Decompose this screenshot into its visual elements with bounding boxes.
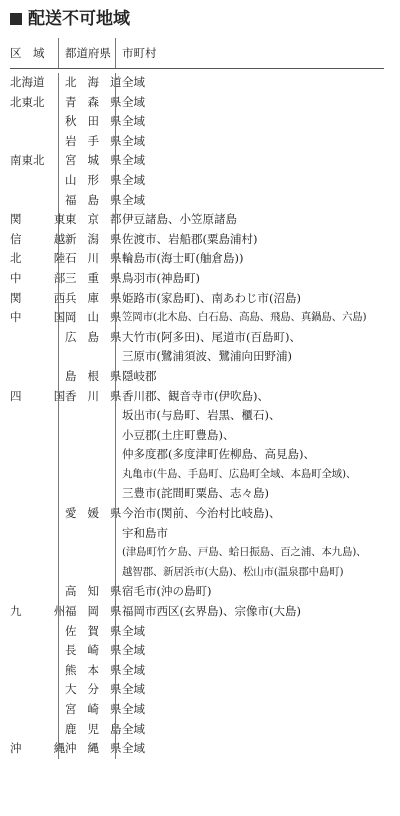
cell-region — [10, 465, 58, 485]
table-row — [10, 602, 384, 622]
cell-city: 姫路市(家島町)、南あわじ市(沼島) — [115, 289, 384, 309]
table-row — [10, 210, 384, 230]
table-row — [10, 504, 384, 524]
table-row — [10, 582, 384, 602]
table-row — [10, 524, 384, 544]
cell-prefecture: 宮 崎 県 — [58, 700, 115, 720]
cell-city: 香川郡、観音寺市(伊吹島)、 — [115, 387, 384, 407]
cell-city: 全域 — [115, 680, 384, 700]
cell-prefecture: 宮 城 県 — [58, 151, 115, 171]
cell-city: 鳥羽市(神島町) — [115, 269, 384, 289]
table-row — [10, 563, 384, 583]
cell-prefecture — [58, 465, 115, 485]
header-city: 市町村 — [115, 38, 384, 68]
cell-region — [10, 347, 58, 367]
cell-region: 南東北 — [10, 153, 45, 168]
cell-region: 北海道 — [10, 75, 45, 89]
cell-city: 全域 — [115, 73, 384, 93]
table-row — [10, 171, 384, 191]
table-row — [10, 445, 384, 465]
cell-region — [10, 426, 58, 446]
cell-prefecture: 長 崎 県 — [58, 641, 115, 661]
header-prefecture: 都道府県 — [58, 38, 115, 68]
cell-region — [10, 720, 58, 740]
cell-city: 全域 — [115, 151, 384, 171]
cell-region: 中 部 — [10, 270, 76, 285]
cell-region: 四 国 — [10, 388, 76, 403]
cell-region: 関 西 — [10, 290, 76, 305]
table-row — [10, 112, 384, 132]
cell-city: 全域 — [115, 661, 384, 681]
cell-prefecture: 北 海 道 — [58, 73, 115, 93]
table-row — [10, 230, 384, 250]
cell-region — [10, 484, 58, 504]
table-row — [10, 426, 384, 446]
table-row — [10, 249, 384, 269]
table-row — [10, 720, 384, 740]
cell-prefecture — [58, 426, 115, 446]
page-title-text: 配送不可地域 — [28, 9, 130, 29]
cell-prefecture — [58, 543, 115, 563]
cell-city: 丸亀市(牛島、手島町、広島町全域、本島町全域)、 — [115, 465, 384, 485]
cell-city: 輪島市(海士町(舳倉島)) — [115, 249, 384, 269]
cell-region — [10, 504, 58, 524]
cell-prefecture — [58, 563, 115, 583]
cell-region — [10, 328, 58, 348]
cell-prefecture: 兵 庫 県 — [58, 289, 115, 309]
cell-region — [10, 680, 58, 700]
cell-city: 全域 — [115, 622, 384, 642]
table-row — [10, 191, 384, 211]
cell-prefecture: 愛 媛 県 — [58, 504, 115, 524]
cell-region: 沖 縄 — [10, 741, 76, 756]
cell-prefecture: 香 川 県 — [58, 387, 115, 407]
table-row — [10, 151, 384, 171]
cell-prefecture — [58, 524, 115, 544]
cell-city: 仲多度郡(多度津町佐柳島、高見島)、 — [115, 445, 384, 465]
header-region: 区 域 — [10, 46, 45, 60]
cell-city: 全域 — [115, 93, 384, 113]
cell-prefecture: 広 島 県 — [58, 328, 115, 348]
cell-city: 隠岐郡 — [115, 367, 384, 387]
table-row — [10, 387, 384, 407]
table-row — [10, 308, 384, 328]
table-row — [10, 484, 384, 504]
cell-prefecture: 島 根 県 — [58, 367, 115, 387]
cell-city: 全域 — [115, 112, 384, 132]
table-row — [10, 406, 384, 426]
table-row — [10, 622, 384, 642]
square-bullet-icon — [10, 13, 22, 25]
cell-region: 九 州 — [10, 604, 76, 619]
cell-region — [10, 367, 58, 387]
cell-region: 中 国 — [10, 310, 76, 325]
cell-prefecture: 高 知 県 — [58, 582, 115, 602]
cell-region — [10, 406, 58, 426]
cell-city: 全域 — [115, 191, 384, 211]
cell-prefecture — [58, 445, 115, 465]
cell-region: 信 越 — [10, 231, 76, 246]
cell-region — [10, 132, 58, 152]
cell-city: 今治市(関前、今治村比岐島)、 — [115, 504, 384, 524]
cell-city: 福岡市西区(玄界島)、宗像市(大島) — [115, 602, 384, 622]
cell-city: 三原市(鷺浦須波、鷺浦向田野浦) — [115, 347, 384, 367]
cell-region — [10, 661, 58, 681]
cell-prefecture: 山 形 県 — [58, 171, 115, 191]
cell-prefecture: 佐 賀 県 — [58, 622, 115, 642]
cell-city: (津島町竹ケ島、戸島、蛤日振島、百之浦、本九島)、 — [115, 543, 384, 563]
cell-city: 小豆郡(土庄町豊島)、 — [115, 426, 384, 446]
cell-city: 全域 — [115, 720, 384, 740]
cell-prefecture: 秋 田 県 — [58, 112, 115, 132]
cell-city: 坂出市(与島町、岩黒、櫃石)、 — [115, 406, 384, 426]
cell-prefecture — [58, 347, 115, 367]
cell-city: 全域 — [115, 171, 384, 191]
cell-city: 大竹市(阿多田)、尾道市(百島町)、 — [115, 328, 384, 348]
table-row — [10, 661, 384, 681]
cell-prefecture: 岡 山 県 — [58, 308, 115, 328]
cell-region — [10, 563, 58, 583]
table-row — [10, 367, 384, 387]
table-row — [10, 328, 384, 348]
cell-prefecture: 大 分 県 — [58, 680, 115, 700]
cell-region: 関 東 — [10, 212, 76, 227]
cell-prefecture: 鹿 児 島 — [58, 720, 115, 740]
cell-region — [10, 641, 58, 661]
table-row — [10, 73, 384, 93]
cell-region — [10, 700, 58, 720]
cell-prefecture: 石 川 県 — [58, 249, 115, 269]
table-row — [10, 465, 384, 485]
cell-prefecture: 岩 手 県 — [58, 132, 115, 152]
cell-city: 宿毛市(沖の島町) — [115, 582, 384, 602]
cell-region — [10, 582, 58, 602]
cell-city: 宇和島市 — [115, 524, 384, 544]
cell-region — [10, 543, 58, 563]
table-row — [10, 543, 384, 563]
cell-region — [10, 171, 58, 191]
cell-region: 北 陸 — [10, 251, 76, 266]
cell-prefecture: 新 潟 県 — [58, 230, 115, 250]
page-title — [10, 8, 130, 30]
cell-region — [10, 191, 58, 211]
cell-prefecture — [58, 484, 115, 504]
table-row — [10, 700, 384, 720]
cell-city: 三豊市(詫間町粟島、志々島) — [115, 484, 384, 504]
table-header — [10, 38, 384, 69]
cell-city: 越智郡、新居浜市(大島)、松山市(温泉郡中島町) — [115, 563, 384, 583]
cell-prefecture: 熊 本 県 — [58, 661, 115, 681]
cell-prefecture: 福 島 県 — [58, 191, 115, 211]
cell-region: 北東北 — [10, 94, 45, 109]
cell-region — [10, 622, 58, 642]
cell-prefecture — [58, 406, 115, 426]
cell-prefecture: 青 森 県 — [58, 93, 115, 113]
cell-prefecture: 三 重 県 — [58, 269, 115, 289]
cell-city: 佐渡市、岩船郡(粟島浦村) — [115, 230, 384, 250]
table-row — [10, 739, 384, 759]
cell-prefecture: 東 京 都 — [58, 210, 115, 230]
cell-city: 伊豆諸島、小笠原諸島 — [115, 210, 384, 230]
cell-region — [10, 445, 58, 465]
cell-region — [10, 112, 58, 132]
cell-prefecture: 福 岡 県 — [58, 602, 115, 622]
cell-region — [10, 524, 58, 544]
delivery-exclusion-table — [10, 38, 384, 759]
table-row — [10, 641, 384, 661]
table-row — [10, 680, 384, 700]
table-row — [10, 269, 384, 289]
table-row — [10, 93, 384, 113]
cell-city: 全域 — [115, 739, 384, 759]
cell-city: 全域 — [115, 700, 384, 720]
table-row — [10, 347, 384, 367]
table-row — [10, 132, 384, 152]
table-body — [10, 73, 384, 759]
cell-city: 全域 — [115, 132, 384, 152]
cell-city: 全域 — [115, 641, 384, 661]
table-row — [10, 289, 384, 309]
cell-prefecture: 沖 縄 県 — [58, 739, 115, 759]
cell-city: 笠岡市(北木島、白石島、高島、飛島、真鍋島、六島) — [115, 308, 384, 328]
